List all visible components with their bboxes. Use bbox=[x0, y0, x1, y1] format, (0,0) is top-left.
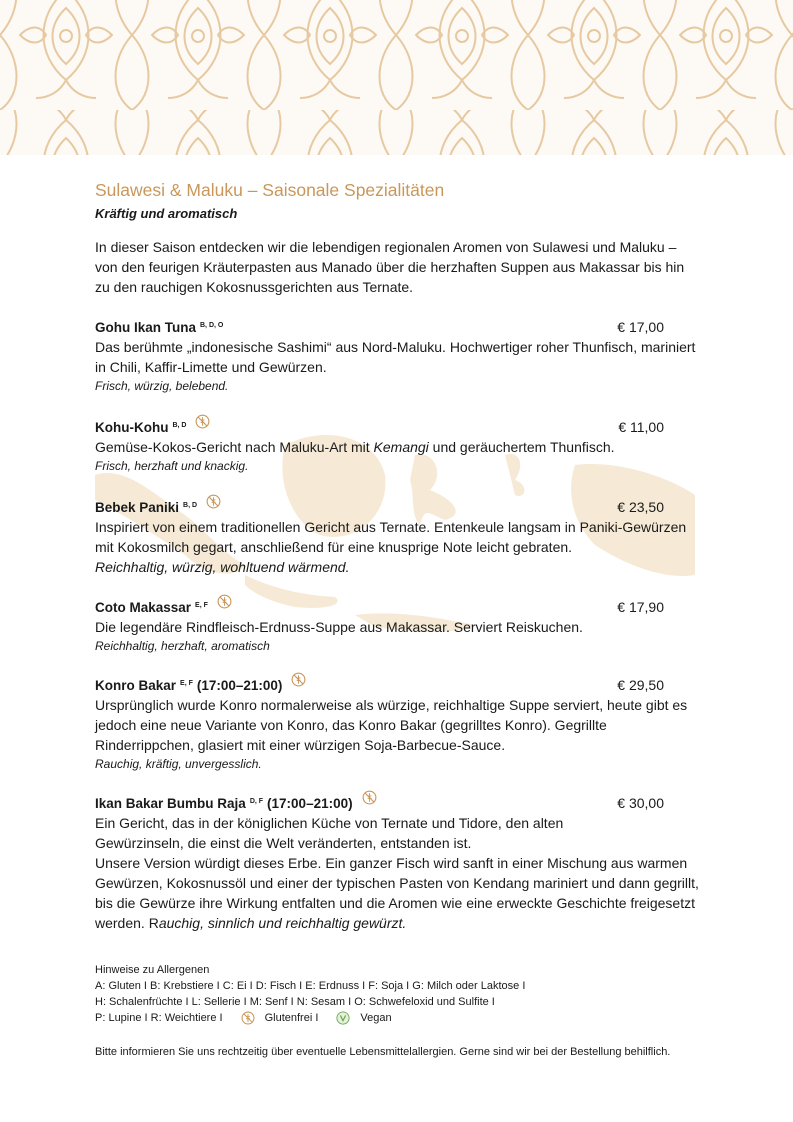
desc-emphasis: Kemangi bbox=[373, 439, 429, 455]
dish-tagline: Frisch, herzhaft und knackig. bbox=[95, 459, 249, 473]
allergen-line: H: Schalenfrüchte I L: Sellerie I M: Senf I N: Sesam I O: Schwefeloxid und Sulfite I bbox=[95, 996, 495, 1008]
gluten-free-icon bbox=[241, 1011, 255, 1025]
allergen-codes: B, D bbox=[183, 502, 198, 509]
dish-tagline: auchig, sinnlich und reichhaltig gewürzt. bbox=[158, 915, 407, 931]
section-title: Sulawesi & Maluku – Saisonale Spezialitäten bbox=[95, 180, 445, 200]
dish-name: Gohu Ikan Tuna bbox=[95, 320, 196, 335]
allergen-codes: E, F bbox=[195, 602, 208, 609]
dish-description: Inspiriert von einem traditionellen Gericht aus Ternate. Entenkeule langsam in Paniki-Gewürzen mit Kokosmilch gegart, anschließend für eine knusprige Note leicht gebraten. bbox=[95, 519, 687, 555]
allergen-line: P: Lupine I R: Weichtiere I bbox=[95, 1012, 223, 1024]
gluten-free-icon bbox=[206, 494, 221, 509]
serving-time: (17:00–21:00) bbox=[196, 678, 283, 693]
dish-price: € 17,00 bbox=[617, 319, 664, 335]
menu-section bbox=[95, 178, 700, 933]
dish-price: € 30,00 bbox=[617, 795, 664, 811]
dish-description: Ein Gericht, das in der königlichen Küche von Ternate und Tidore, den alten Gewürzinseln, die einst die Welt veränderten, entstanden ist. bbox=[95, 815, 564, 851]
allergen-line: A: Gluten I B: Krebstiere I C: Ei I D: Fisch I E: Erdnuss I F: Soja I G: Milch oder Laktose I bbox=[95, 980, 526, 992]
dish-description: Die legendäre Rindfleisch-Erdnuss-Suppe aus Makassar. Serviert Reiskuchen. bbox=[95, 619, 583, 635]
gluten-free-label: Glutenfrei I bbox=[264, 1012, 319, 1024]
serving-time: (17:00–21:00) bbox=[267, 796, 353, 811]
gluten-free-icon bbox=[291, 672, 306, 687]
dish-gohu-ikan-tuna bbox=[95, 319, 700, 393]
allergen-legend-row bbox=[95, 1010, 700, 1026]
desc-text: Unsere Version würdigt dieses Erbe. Ein ganzer Fisch wird sanft in einer Mischung aus warmen Gewürzen, Kokosnussöl und einer der typischen Pasten von Kendang mariniert und dann gegrillt, bis die Gewürze ihre Wirkung entfalten und die Aromen wie eine erweckte Geschichte freigesetzt werden. R bbox=[95, 855, 699, 931]
ornament-pattern-header bbox=[0, 0, 793, 155]
dish-description: Ursprünglich wurde Konro normalerweise als würzige, reichhaltige Suppe serviert, heute gibt es jedoch eine neue Variante von Konro, das Konro Bakar (gegrilltes Konro). Gegrillte Rinderrippchen, glasiert mit einer würzigen Soja-Barbecue-Sauce. bbox=[95, 697, 688, 753]
allergen-codes: B, D bbox=[172, 422, 187, 429]
desc-text: Gemüse-Kokos-Gericht nach Maluku-Art mit bbox=[95, 439, 374, 455]
dish-price: € 29,50 bbox=[617, 677, 664, 693]
dish-tagline: Reichhaltig, würzig, wohltuend wärmend. bbox=[95, 559, 350, 575]
dish-name: Bebek Paniki bbox=[95, 500, 180, 515]
dish-ikan-bakar-bumbu-raja bbox=[95, 795, 700, 933]
allergen-codes: E, F bbox=[180, 680, 193, 687]
allergen-heading: Hinweise zu Allergenen bbox=[95, 964, 210, 976]
gluten-free-icon bbox=[217, 594, 232, 609]
gluten-free-icon bbox=[362, 790, 377, 805]
dish-name: Konro Bakar bbox=[95, 678, 177, 693]
dish-name: Kohu-Kohu bbox=[95, 420, 169, 435]
dish-bebek-paniki bbox=[95, 499, 700, 575]
footer-note: Bitte informieren Sie uns rechtzeitig über eventuelle Lebensmittelallergien. Gerne sind wir bei der Bestellung behilflich. bbox=[95, 1046, 671, 1058]
vegan-icon bbox=[336, 1011, 350, 1025]
desc-text: und geräuchertem Thunfisch. bbox=[428, 439, 615, 455]
vegan-label: Vegan bbox=[360, 1012, 392, 1024]
dish-tagline: Reichhaltig, herzhaft, aromatisch bbox=[95, 639, 270, 653]
dish-description-continued bbox=[95, 853, 700, 933]
allergen-codes: D, F bbox=[249, 798, 264, 805]
dish-description bbox=[95, 437, 700, 457]
section-subtitle: Kräftig und aromatisch bbox=[95, 206, 238, 221]
dish-price: € 23,50 bbox=[617, 499, 664, 515]
dish-coto-makassar bbox=[95, 599, 700, 653]
section-intro: In dieser Saison entdecken wir die lebendigen regionalen Aromen von Sulawesi und Maluku – von den feurigen Kräuterpasten aus Manado über die herzhaften Suppen aus Makassar bis hin zu den rauchigen Kokosnussgerichten aus Ternate. bbox=[95, 239, 685, 295]
allergen-codes: B, D, O bbox=[200, 322, 224, 329]
dish-name: Ikan Bakar Bumbu Raja bbox=[95, 796, 246, 811]
dish-tagline: Frisch, würzig, belebend. bbox=[95, 379, 229, 393]
dish-konro-bakar bbox=[95, 677, 700, 771]
dish-name: Coto Makassar bbox=[95, 600, 192, 615]
dish-tagline: Rauchig, kräftig, unvergesslich. bbox=[95, 757, 262, 771]
gluten-free-icon bbox=[195, 414, 210, 429]
dish-price: € 17,90 bbox=[617, 599, 664, 615]
dish-price: € 11,00 bbox=[618, 419, 664, 435]
allergen-notes bbox=[95, 962, 700, 1026]
dish-kohu-kohu bbox=[95, 419, 700, 473]
dish-description: Das berühmte „indonesische Sashimi“ aus Nord-Maluku. Hochwertiger roher Thunfisch, mariniert in Chili, Kaffir-Limette und Gewürzen. bbox=[95, 339, 696, 375]
